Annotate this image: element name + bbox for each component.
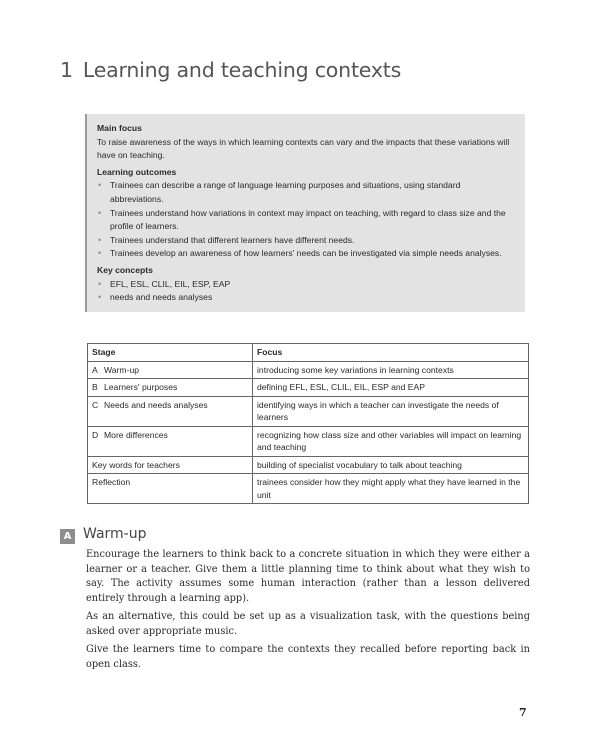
page-number: 7: [519, 706, 527, 719]
list-item: • Trainees understand how variations in context may impact on teaching, with regard to class size and the profile of learners.: [98, 207, 506, 232]
table-row: [88, 379, 529, 397]
paragraph: As an alternative, this could be set up as a visualization task, with the questions being asked over appropriate music.: [86, 611, 530, 637]
chapter-title-text: Learning and teaching contexts: [82, 58, 402, 82]
list-item: • EFL, ESL, CLIL, EIL, ESP, EAP: [97, 278, 515, 292]
bullet-icon: •: [98, 180, 102, 191]
chapter-title: [60, 58, 401, 82]
main-focus-heading: Main focus: [97, 123, 142, 133]
key-concepts-heading: Key concepts: [97, 264, 153, 275]
table-row: [88, 474, 529, 504]
main-focus-text: To raise awareness of the ways in which learning contexts can vary and the impacts that these variations will have on teaching.: [97, 136, 510, 161]
section-badge: A: [60, 529, 75, 544]
stage-letter: A: [92, 364, 98, 375]
bullet-icon: •: [98, 207, 102, 218]
stage-cell: B Learners' purposes: [88, 379, 253, 397]
key-concepts-list: [97, 278, 515, 305]
stage-cell: Key words for teachers: [88, 456, 253, 474]
list-item: • Trainees can describe a range of language learning purposes and situations, using standard abbreviations.: [98, 180, 461, 204]
chapter-number: 1: [60, 58, 73, 82]
stage-column-header: Stage: [88, 344, 253, 362]
bullet-icon: •: [98, 248, 102, 259]
focus-cell: introducing some key variations in learning contexts: [253, 361, 529, 379]
stage-cell: D More differences: [88, 426, 253, 456]
stage-letter: D: [92, 429, 99, 440]
table-row: [88, 361, 529, 379]
bullet-icon: •: [98, 234, 102, 245]
bullet-icon: •: [98, 278, 102, 289]
focus-cell: defining EFL, ESL, CLIL, EIL, ESP and EAP: [253, 379, 529, 397]
focus-cell: trainees consider how they might apply what they have learned in the unit: [253, 474, 529, 504]
stage-cell: A Warm-up: [88, 361, 253, 379]
stage-letter: C: [92, 399, 99, 410]
learning-outcomes-list: [97, 179, 515, 261]
stage-cell: Reflection: [88, 474, 253, 504]
stage-table: [87, 343, 529, 504]
stage-letter: B: [92, 382, 98, 392]
list-item: • Trainees develop an awareness of how learners' needs can be investigated via simple needs analyses.: [97, 247, 515, 261]
learning-outcomes-heading: Learning outcomes: [97, 166, 177, 177]
list-item: • Trainees understand that different learners have different needs.: [97, 234, 515, 248]
main-focus-box: [85, 114, 525, 312]
focus-column-header: Focus: [253, 344, 529, 362]
bullet-icon: •: [98, 292, 102, 303]
paragraph: Give the learners time to compare the contexts they recalled before reporting back in open class.: [86, 644, 530, 670]
table-header-row: [88, 344, 529, 362]
section-body: [86, 548, 530, 676]
table-row: [88, 456, 529, 474]
focus-cell: identifying ways in which a teacher can investigate the needs of learners: [253, 396, 529, 426]
table-row: [88, 426, 529, 456]
table-row: [88, 396, 529, 426]
stage-cell: C Needs and needs analyses: [88, 396, 253, 426]
section-title: Warm-up: [83, 526, 147, 542]
list-item: • needs and needs analyses: [97, 291, 515, 305]
focus-cell: recognizing how class size and other variables will impact on learning and teaching: [253, 426, 529, 456]
paragraph: Encourage the learners to think back to a concrete situation in which they were either a learner or a teacher. Give them a little planning time to think about what they wish to say. The activity assumes some human interaction (rather than a lesson delivered entirely through a learning app).: [86, 549, 530, 604]
focus-cell: building of specialist vocabulary to talk about teaching: [253, 456, 529, 474]
